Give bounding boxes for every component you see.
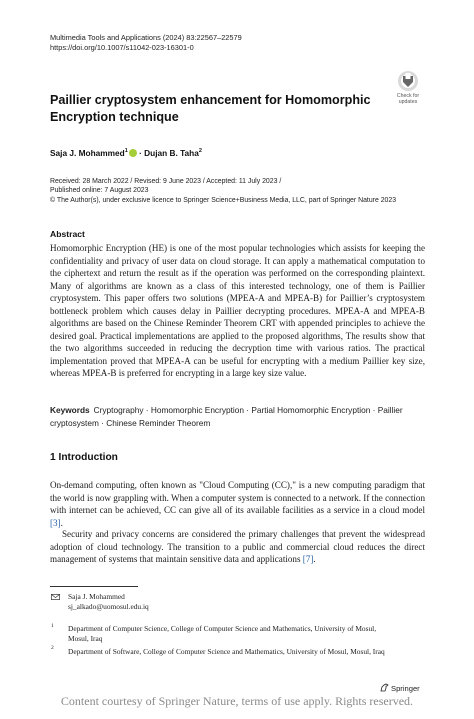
journal-header (50, 33, 242, 53)
author-name[interactable]: Saja J. Mohammed (50, 148, 125, 158)
paper-title: Paillier cryptosystem enhancement for Homomorphic Encryption technique (50, 93, 371, 124)
check-for-updates-label: Check for updates (396, 93, 420, 105)
section-heading: 1 Introduction (50, 452, 118, 463)
affiliation-marker: 2 (198, 148, 202, 155)
affiliation-1: Department of Computer Science, College of Computer Science and Mathematics, University of Mosul, Mosul, Iraq (68, 624, 377, 643)
paragraph: Security and privacy concerns are considered the primary challenges that prevent the widespread adoption of cloud technology. The transition to a public and commercial cloud reduces the direct management of systems that maintain sensitive data and applications [7]. (50, 529, 425, 564)
springer-horse-icon (380, 683, 389, 692)
copyright-line: © The Author(s), under exclusive licence to Springer Science+Business Media, LLC, part of Springer Nature 2023 (50, 196, 397, 204)
footnote-rule (50, 586, 138, 587)
footnote-number: 1 (51, 623, 54, 629)
author-separator: · (136, 148, 145, 158)
orcid-icon[interactable] (129, 149, 137, 157)
citation-link[interactable]: [7] (302, 554, 314, 564)
keywords-list: Cryptography · Homomorphic Encryption · Partial Homomorphic Encryption · Paillier cryptosystem · Chinese Reminder Theorem (50, 405, 403, 428)
envelope-icon (51, 594, 60, 600)
journal-citation: Multimedia Tools and Applications (2024) 83:22567–22579 (50, 33, 242, 42)
affiliation-marker: 1 (124, 148, 128, 155)
watermark-text: Content courtesy of Springer Nature, terms of use apply. Rights reserved. (60, 694, 414, 708)
citation-link[interactable]: [3] (50, 517, 61, 528)
abstract-text: Homomorphic Encryption (HE) is one of the most popular technologies which assists for keeping the confidentiality and privacy of user data on cloud storage. It can apply a mathematical computation to the ciphertext and return the result as if the operation was performed on the corresponding plaintext. Many of algorithms are known as a class of this interested technology, one of them is Paillier cryptosystem. This paper offers two solutions (MPEA-A and MPEA-B) for Paillier’s cryptosystem bottleneck problem which causes delay in Paillier decrypting procedures. MPEA-A and MPEA-B algorithms are based on the Chinese Reminder Theorem CRT with appended principles to achieve the desired goal. Practical implementations are applied to the proposed algorithms, The results show that the two algorithms succeeded in reducing the decryption time with various ratios. The practical implementation proved that MPEA-A can be useful for encrypting with a medium Paillier key size, whereas MPEA-B is preferred for encrypting in a large key size value. (50, 243, 425, 378)
publisher-logo (380, 683, 420, 693)
corresponding-email[interactable]: sj_alkado@uomosul.edu.iq (68, 602, 149, 611)
footnote-number: 2 (51, 645, 54, 651)
paragraph: On-demand computing, often known as "Cloud Computing (CC)," is a new computing paradigm that the world is now grappling with. When a computer system is connected to a network. If the connection with internet can be achieved, CC can give all of its available facilities as a service in a cloud model [3]. (50, 480, 425, 528)
abstract-heading: Abstract (50, 229, 85, 239)
publisher-name: Springer (391, 684, 420, 693)
corresponding-author (68, 592, 149, 612)
keywords-heading: Keywords (50, 405, 90, 415)
author-list (50, 148, 202, 158)
keywords (50, 404, 425, 430)
corresponding-name: Saja J. Mohammed (68, 592, 125, 601)
affiliation-2: Department of Software, College of Computer Science and Mathematics, University of Mosul, Mosul, Iraq (68, 647, 385, 656)
history-line: Received: 28 March 2022 / Revised: 9 June 2023 / Accepted: 11 July 2023 / (50, 178, 282, 185)
author-name[interactable]: Dujan B. Taha (144, 148, 199, 158)
history-line: Published online: 7 August 2023 (50, 187, 149, 195)
doi-link[interactable]: https://doi.org/10.1007/s11042-023-16301-0 (50, 43, 194, 52)
publication-dates (50, 177, 396, 205)
